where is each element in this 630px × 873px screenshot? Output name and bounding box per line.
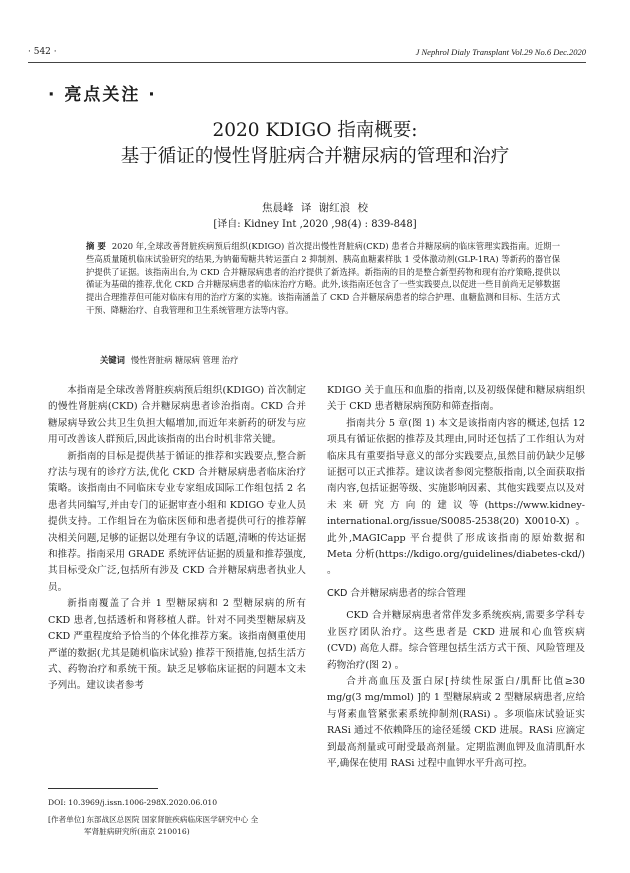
authors: 焦晨峰 译 谢红浪 校 — [261, 202, 368, 214]
abstract-text: 2020 年,全球改善肾脏疾病预后组织(KDIGO) 首次提出慢性肾脏病(CKD) 患者合并糖尿病的临床管理实践指南。近期一些高质量随机临床试验研究的结果,为钠葡萄糖共转运蛋白 2 抑制剂、胰高血糖素样肽 1 受体激动剂(GLP-1RA) 等新药的器官保护提供了证据。该指南出台,为 CKD 合并糖尿病患者的治疗提供了新选择。新指南的目的是整合新型药物和现有治疗策略,提供以循证为基础的推荐,优化 CKD 合并糖尿病患者的临床治疗方略。此外,该指南还包含了一些实践要点,以促进一些目前尚无足够数据提出合理推荐但可能对临床有用的治疗方案的实施。该指南涵盖了 CKD 合并糖尿病患者的综合护理、血糖监测和目标、生活方式干预、降糖治疗、自我管理和卫生系统管理方法等内容。 — [86, 241, 561, 315]
page-number: · 542 · — [28, 47, 57, 57]
footnote-rule — [48, 788, 158, 789]
paragraph: 新指南覆盖了合并 1 型糖尿病和 2 型糖尿病的所有 CKD 患者,包括透析和肾移植人群。针对不同类型糖尿病及 CKD 严重程度给予恰当的个体化推荐方案。该指南侧重使用严谨的数据(尤其是随机临床试验) 推荐干预措施,包括生活方式、药物治疗和系统干预。缺乏足够临床证据的问题本文未予列出。建议读者参考 — [48, 598, 306, 692]
abstract — [86, 240, 560, 317]
paragraph: CKD 合并糖尿病患者常伴发多系统疾病,需要多学科专业医疗团队治疗。这些患者是 CKD 进展和心血管疾病(CVD) 高危人群。综合管理包括生活方式干预、风险管理及药物治疗(图 2) 。 — [327, 610, 585, 671]
keywords-text: 慢性肾脏病 糖尿病 管理 治疗 — [130, 355, 239, 365]
affiliation-line-2: 军肾脏病研究所(南京 210016) — [84, 827, 190, 836]
paragraph: 本指南是全球改善肾脏疾病预后组织(KDIGO) 首次制定的慢性肾脏病(CKD) 合并糖尿病患者诊治指南。CKD 合并糖尿病导致公共卫生负担大幅增加,而近年来新药的研发与应用可改善该人群预后,因此该指南的出台时机非常关键。 — [48, 385, 306, 446]
title-line-2: 基于循证的慢性肾脏病合并糖尿病的管理和治疗 — [120, 146, 510, 167]
journal-citation: J Nephrol Dialy Transplant Vol.29 No.6 Dec.2020 — [415, 47, 586, 57]
body-left-column — [48, 383, 306, 695]
paragraph: 指南共分 5 章(图 1) 本文是该指南内容的概述,包括 12 项具有循证依据的推荐及其理由,同时还包括了工作组认为对临床具有重要指导意义的部分实践要点,虽然目前仍缺少足够证据可以正式推荐。建议读者参阅完整版指南,以全面获取指南内容,包括证据等级、实施影响因素、其他实践要点以及对未来研究方向的建议等(https://www.kidney-international.org/issue/S0085-2538(20) X0010-X) 。此外,MAGICapp 平台提供了形成该指南的原始数据和 Meta 分析(https://kdigo.org/guidelines/diabetes-ckd/) 。 — [327, 417, 585, 577]
title-line-1: 2020 KDIGO 指南概要: — [212, 120, 418, 141]
paragraph: KDIGO 关于血压和血脂的指南,以及初级保健和糖尿病组织关于 CKD 患者糖尿病预防和筛查指南。 — [327, 385, 585, 413]
keywords — [100, 354, 238, 366]
author-affiliation — [48, 814, 306, 838]
doi: DOI: 10.3969/j.issn.1006-298X.2020.06.010 — [48, 798, 218, 807]
header-rule — [28, 62, 586, 63]
abstract-label: 摘 要 — [86, 241, 106, 251]
section-heading: CKD 合并糖尿病患者的综合管理 — [327, 587, 466, 599]
paragraph: 合并高血压及蛋白尿[持续性尿蛋白/肌酐比值≥30 mg/g(3 mg/mmol) ]的 1 型糖尿病或 2 型糖尿病患者,应给与肾素血管紧张素系统抑制剂(RASi) 。多项临床试验证实 RASi 通过不依赖降压的途径延缓 CKD 进展。RASi 应滴定到最高剂量或可耐受最高剂量。定期监测血钾及血清肌酐水平,确保在使用 RASi 过程中血钾水平升高可控。 — [327, 675, 585, 769]
body-right-column — [327, 383, 585, 772]
keywords-label: 关键词 — [100, 355, 125, 365]
affiliation-line-1: 东部战区总医院 国家肾脏疾病临床医学研究中心 全 — [86, 815, 259, 824]
paragraph: 新指南的目标是提供基于循证的推荐和实践要点,整合新疗法与现有的诊疗方法,优化 CKD 合并糖尿病患者临床治疗策略。该指南由不同临床专业专家组成国际工作组包括 2 名患者共同编写,并由专门的证据审查小组和 KDIGO 专业人员提供支持。工作组旨在为临床医师和患者提供可行的推荐解决相关问题,足够的证据以处理有争议的话题,清晰的传达证据和推荐。指南采用 GRADE 系统评估证据的质量和推荐强度,其目标受众广泛,包括所有涉及 CKD 合并糖尿病患者执业人员。 — [48, 450, 306, 593]
column-tag: · 亮点关注 · — [48, 85, 157, 105]
affiliation-label: [作者单位] — [48, 815, 85, 824]
translated-from: [译自: Kidney Int ,2020 ,98(4) : 839-848] — [213, 219, 417, 230]
